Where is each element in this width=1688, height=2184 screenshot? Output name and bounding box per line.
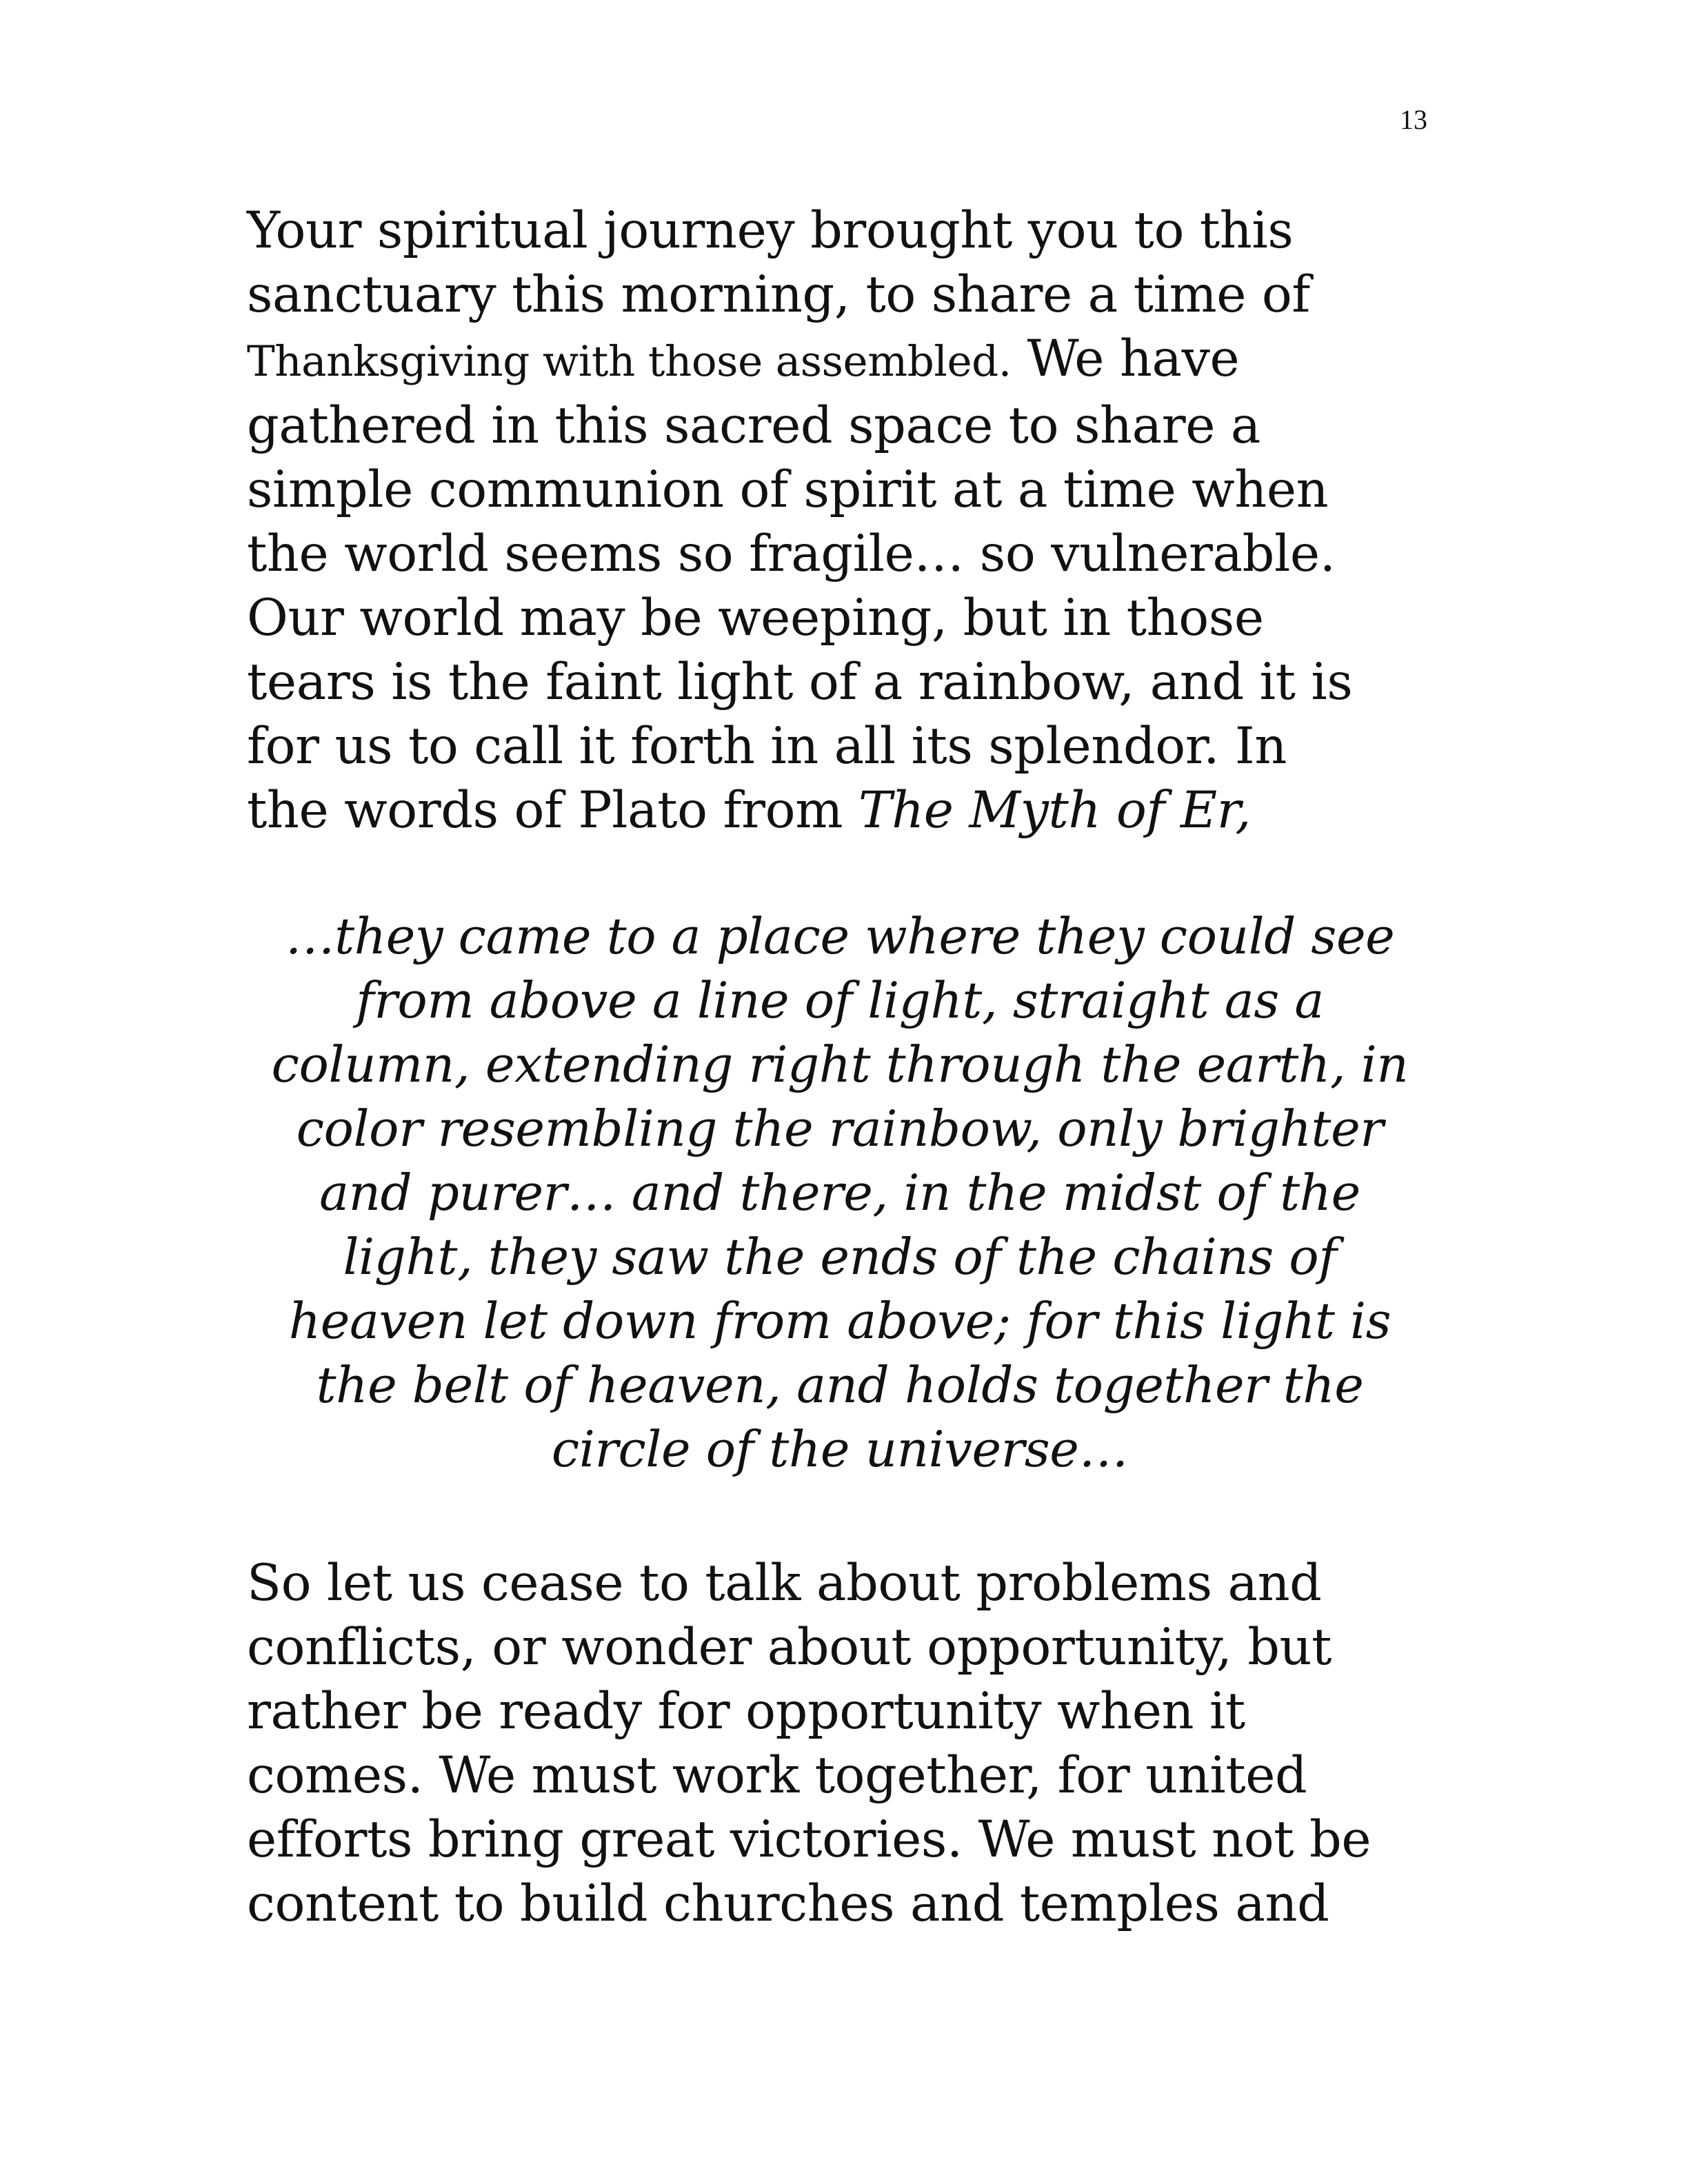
paragraph-line: tears is the faint light of a rainbow, and it is (247, 653, 1353, 711)
paragraph-line: comes. We must work together, for united (247, 1746, 1307, 1805)
page-number: 13 (1400, 104, 1427, 135)
quote-line: column, extending right through the earth, in (271, 1035, 1409, 1093)
paragraph-line (247, 778, 1433, 842)
closing-paragraph (247, 1551, 1433, 1936)
book-title: The Myth of Er, (858, 781, 1252, 840)
thanksgiving-run: Thanksgiving with those assembled. (247, 337, 1012, 386)
paragraph-line: conflicts, or wonder about opportunity, but (247, 1618, 1332, 1677)
paragraph-line (247, 327, 1433, 394)
paragraph-line-head: the words of Plato from (247, 781, 858, 840)
paragraph-line-tail: We have (1011, 330, 1240, 388)
paragraph-line: Our world may be weeping, but in those (247, 589, 1264, 647)
paragraph-line: gathered in this sacred space to share a (247, 396, 1260, 455)
quote-line: from above a line of light, straight as a (356, 971, 1324, 1029)
paragraph-line: sanctuary this morning, to share a time of (247, 265, 1311, 324)
paragraph-line: simple communion of spirit at a time when (247, 461, 1329, 519)
quote-line: circle of the universe… (551, 1420, 1129, 1478)
quote-line: …they came to a place where they could see (285, 907, 1395, 965)
paragraph-line: content to build churches and temples and (247, 1874, 1329, 1933)
quote-line: color resembling the rainbow, only brighter (296, 1100, 1384, 1157)
opening-paragraph (247, 199, 1433, 842)
paragraph-line: rather be ready for opportunity when it (247, 1682, 1245, 1741)
paragraph-line: Your spiritual journey brought you to this (247, 201, 1294, 260)
quote-line: heaven let down from above; for this light is (288, 1292, 1391, 1350)
quote-line: and purer… and there, in the midst of the (319, 1164, 1360, 1222)
quote-line: the belt of heaven, and holds together the (316, 1356, 1364, 1414)
plato-quotation (247, 904, 1433, 1482)
quote-line: light, they saw the ends of the chains of (343, 1228, 1337, 1286)
paragraph-line: efforts bring great victories. We must not be (247, 1810, 1372, 1869)
paragraph-line: for us to call it forth in all its splendor. In (247, 717, 1287, 776)
paragraph-line: the world seems so fragile… so vulnerable. (247, 525, 1336, 583)
paragraph-line: So let us cease to talk about problems and (247, 1554, 1322, 1612)
